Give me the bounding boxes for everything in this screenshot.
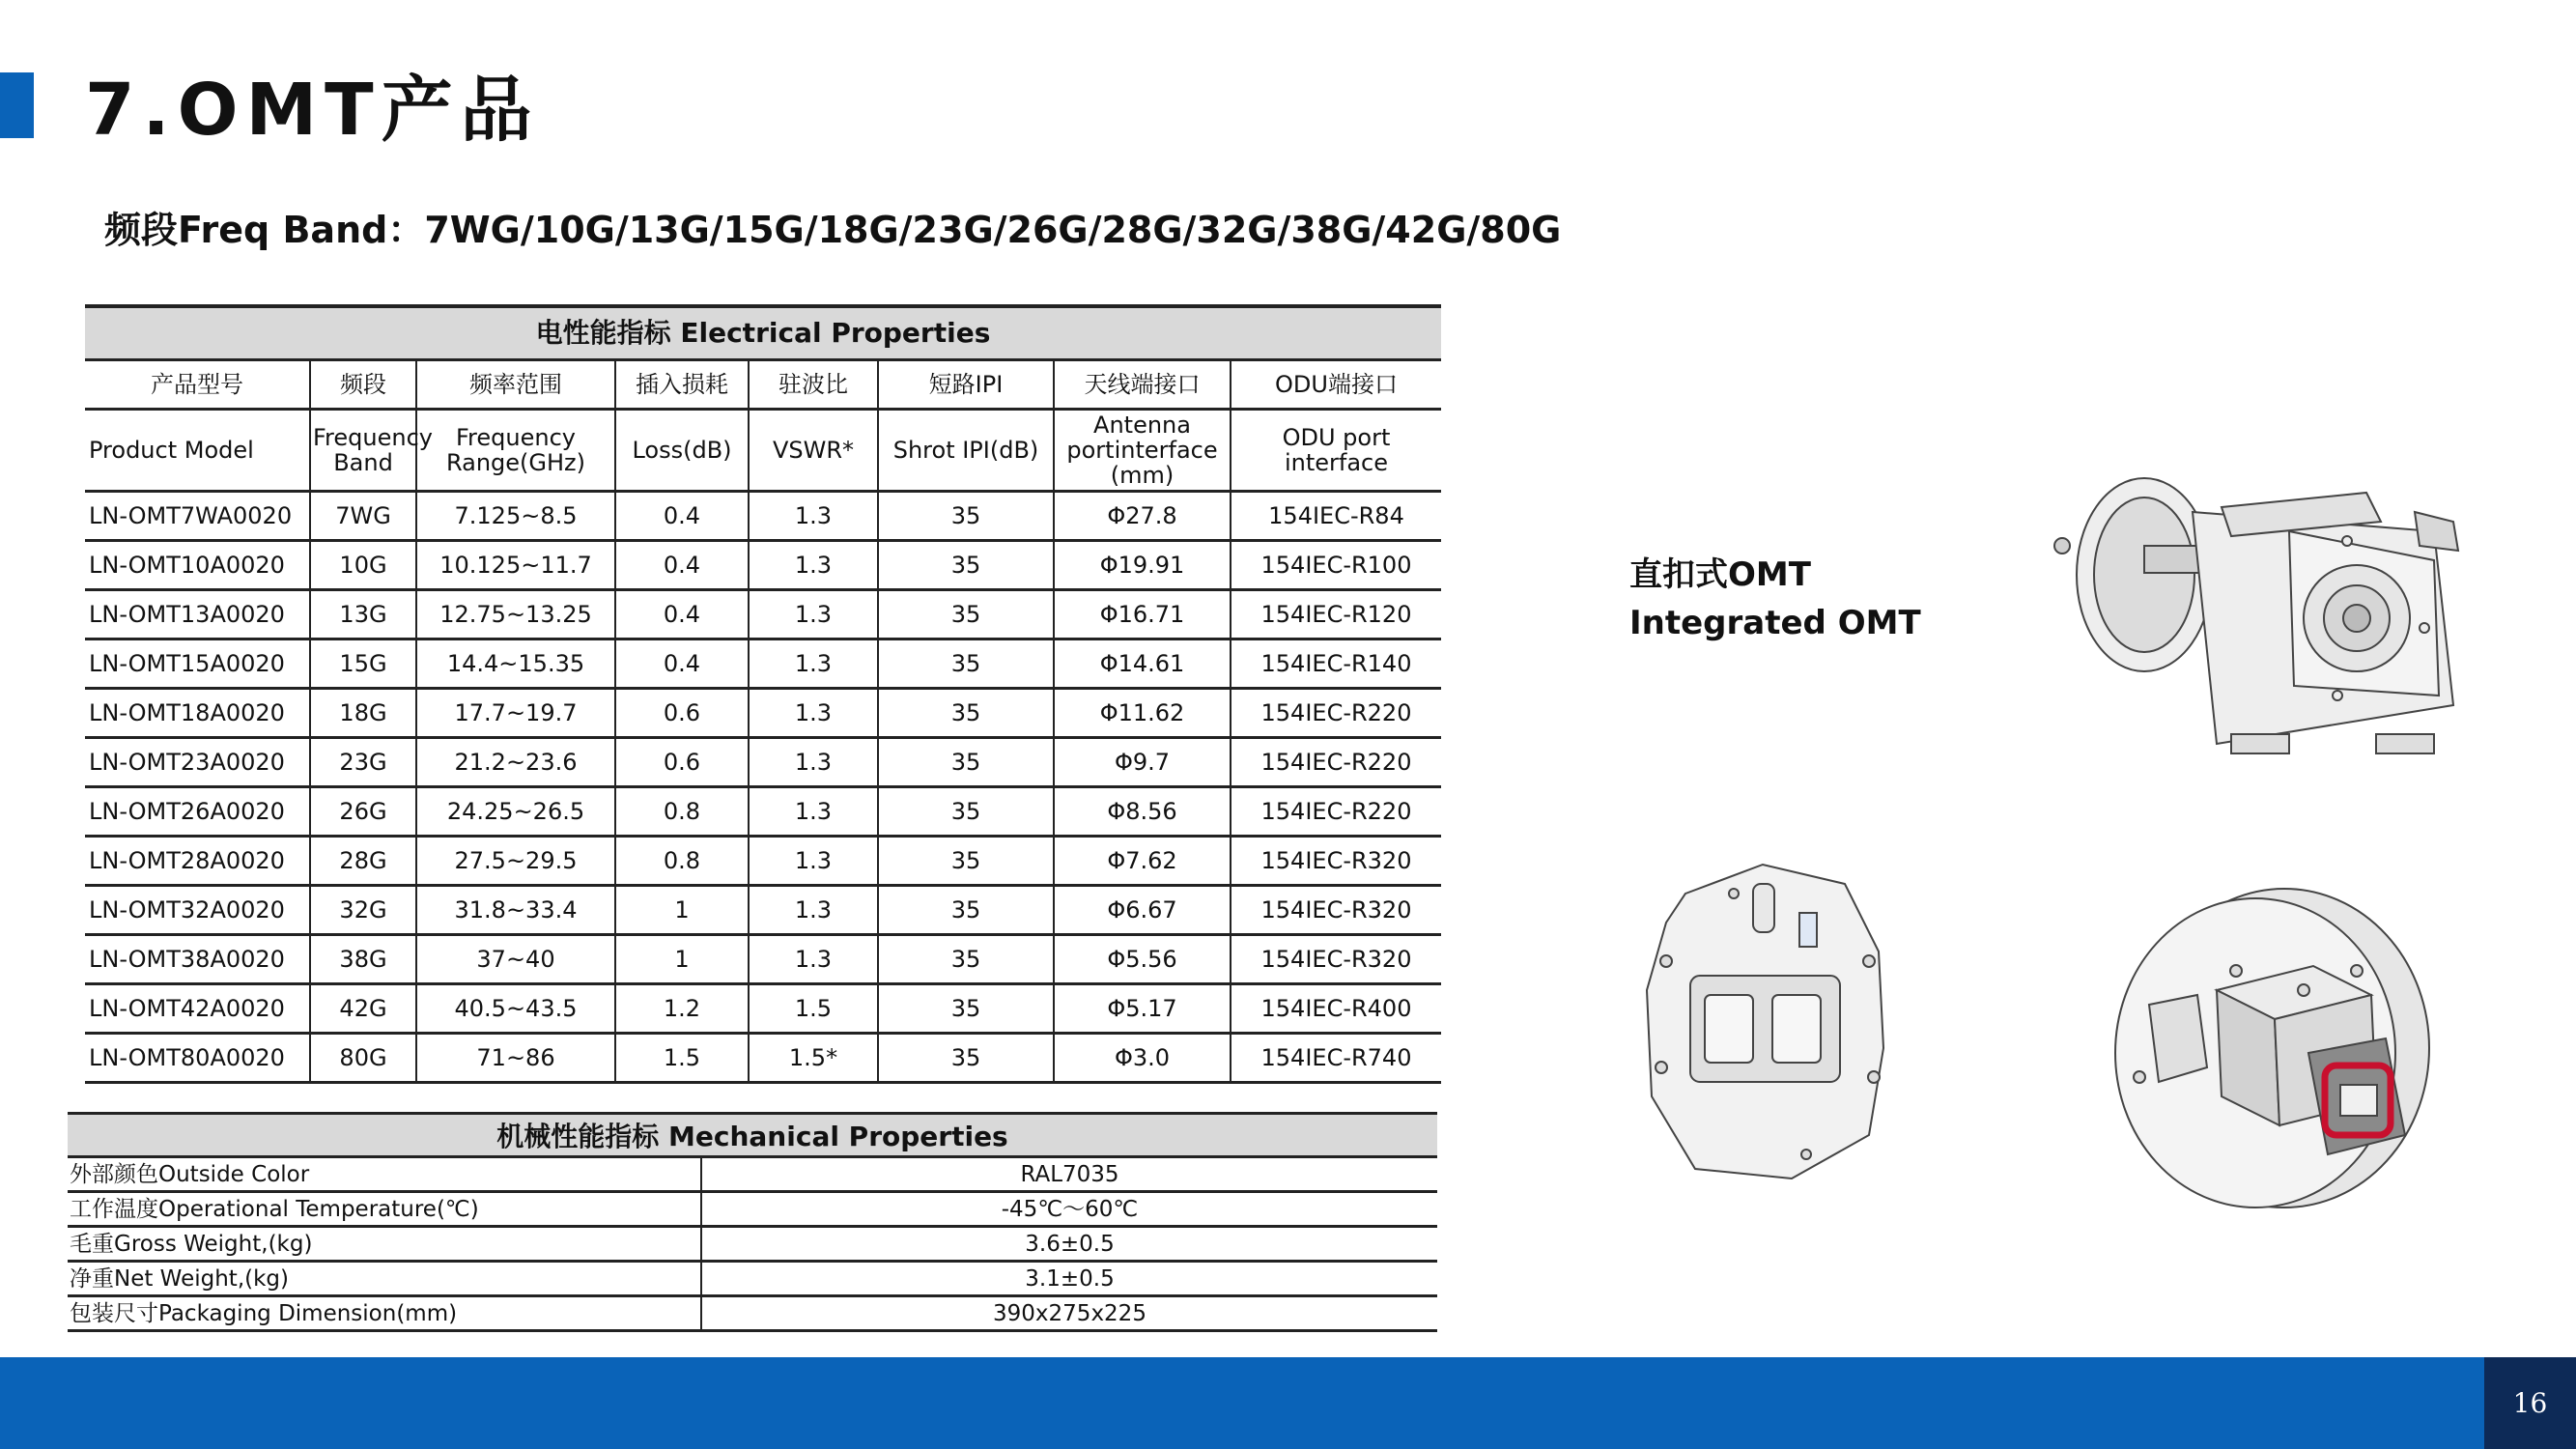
header-row-cn-cell: 插入损耗	[615, 360, 749, 410]
table-row-cell: 35	[878, 1034, 1054, 1083]
table-row-cell: 1.3	[749, 590, 878, 639]
table-row-cell: 154IEC-R220	[1231, 689, 1441, 738]
table-row-cell: 35	[878, 984, 1054, 1034]
table-row-cell: Φ14.61	[1054, 639, 1231, 689]
mech-row	[68, 1192, 1437, 1227]
table-row-cell: 35	[878, 787, 1054, 837]
table-row-cell: 154IEC-R120	[1231, 590, 1441, 639]
header-row-en-cell: ODU port interface	[1231, 410, 1441, 492]
table-row-cell: 21.2~23.6	[416, 738, 615, 787]
table-row-cell: 1.5*	[749, 1034, 878, 1083]
page-title: 7.OMT产品	[85, 69, 540, 152]
table-row-cell: 1.3	[749, 886, 878, 935]
table-row-cell: 154IEC-R84	[1231, 492, 1441, 541]
table-row-cell: 0.4	[615, 590, 749, 639]
table-row-cell: Φ3.0	[1054, 1034, 1231, 1083]
table-row-cell: 0.6	[615, 689, 749, 738]
table-row-cell: 1.3	[749, 541, 878, 590]
table-row-cell: 1.3	[749, 738, 878, 787]
mech-row	[68, 1262, 1437, 1296]
header-row-en-cell: Frequency Band	[310, 410, 416, 492]
mech-value: RAL7035	[701, 1157, 1437, 1192]
table-row-cell: 7WG	[310, 492, 416, 541]
header-row-en-cell: Frequency Range(GHz)	[416, 410, 615, 492]
table-row-cell: 35	[878, 689, 1054, 738]
table-row-cell: 1.3	[749, 689, 878, 738]
table-row-cell: 40.5~43.5	[416, 984, 615, 1034]
mech-value: 3.6±0.5	[701, 1227, 1437, 1262]
mech-value: 3.1±0.5	[701, 1262, 1437, 1296]
table-row-cell: LN-OMT42A0020	[85, 984, 310, 1034]
table-row-cell: 42G	[310, 984, 416, 1034]
table-row	[85, 738, 1441, 787]
table-row-cell: Φ27.8	[1054, 492, 1231, 541]
mech-row	[68, 1157, 1437, 1192]
integrated-omt-assembly-image	[2048, 454, 2463, 782]
table-row-cell: 154IEC-R740	[1231, 1034, 1441, 1083]
mech-row	[68, 1227, 1437, 1262]
table-row-cell: 1	[615, 886, 749, 935]
table-row-cell: 1.5	[749, 984, 878, 1034]
table-row	[85, 886, 1441, 935]
table-row-cell: Φ6.67	[1054, 886, 1231, 935]
table-row-cell: LN-OMT26A0020	[85, 787, 310, 837]
mechanical-section-title: 机械性能指标 Mechanical Properties	[68, 1114, 1437, 1157]
table-row-cell: 24.25~26.5	[416, 787, 615, 837]
table-row-cell: 154IEC-R140	[1231, 639, 1441, 689]
table-row-cell: Φ9.7	[1054, 738, 1231, 787]
table-row-cell: LN-OMT23A0020	[85, 738, 310, 787]
header-row-cn-cell: 驻波比	[749, 360, 878, 410]
product-label	[1629, 551, 1921, 647]
table-row-cell: LN-OMT38A0020	[85, 935, 310, 984]
table-row-cell: 0.6	[615, 738, 749, 787]
table-row-cell: Φ16.71	[1054, 590, 1231, 639]
table-row-cell: Φ11.62	[1054, 689, 1231, 738]
product-label-cn: 直扣式OMT	[1629, 555, 1811, 594]
mech-label: 毛重Gross Weight,(kg)	[68, 1227, 701, 1262]
product-label-en: Integrated OMT	[1629, 604, 1921, 642]
mech-row	[68, 1296, 1437, 1331]
table-row-cell: 154IEC-R100	[1231, 541, 1441, 590]
header-row-en-cell: Antenna portinterface (mm)	[1054, 410, 1231, 492]
table-row-cell: 1.2	[615, 984, 749, 1034]
header-row-en	[85, 410, 1441, 492]
table-row-cell: 154IEC-R220	[1231, 787, 1441, 837]
table-row	[85, 541, 1441, 590]
table-row-cell: 35	[878, 738, 1054, 787]
table-row-cell: 28G	[310, 837, 416, 886]
table-row-cell: 1.3	[749, 787, 878, 837]
header-row-cn-cell: 天线端接口	[1054, 360, 1231, 410]
table-row-cell: 10.125~11.7	[416, 541, 615, 590]
table-row	[85, 1034, 1441, 1083]
table-row-cell: 35	[878, 492, 1054, 541]
header-row-cn-cell: 短路IPI	[878, 360, 1054, 410]
table-row-cell: 1.3	[749, 639, 878, 689]
table-row-cell: 71~86	[416, 1034, 615, 1083]
table-row-cell: 0.4	[615, 492, 749, 541]
table-row-cell: 31.8~33.4	[416, 886, 615, 935]
mech-label: 包装尺寸Packaging Dimension(mm)	[68, 1296, 701, 1331]
circular-omt-image	[2091, 884, 2439, 1217]
table-row-cell: LN-OMT28A0020	[85, 837, 310, 886]
table-row-cell: LN-OMT7WA0020	[85, 492, 310, 541]
table-row-cell: LN-OMT15A0020	[85, 639, 310, 689]
table-row-cell: LN-OMT18A0020	[85, 689, 310, 738]
table-row-cell: 27.5~29.5	[416, 837, 615, 886]
header-row-cn-cell: ODU端接口	[1231, 360, 1441, 410]
electrical-section-title: 电性能指标 Electrical Properties	[85, 306, 1441, 360]
table-row-cell: 35	[878, 935, 1054, 984]
table-row-cell: 154IEC-R320	[1231, 837, 1441, 886]
mech-value: 390x275x225	[701, 1296, 1437, 1331]
table-row-cell: 17.7~19.7	[416, 689, 615, 738]
mech-value: -45℃～60℃	[701, 1192, 1437, 1227]
table-row-cell: 35	[878, 886, 1054, 935]
table-row	[85, 590, 1441, 639]
table-row	[85, 787, 1441, 837]
table-row-cell: 0.4	[615, 639, 749, 689]
table-row-cell: Φ19.91	[1054, 541, 1231, 590]
table-row-cell: 0.8	[615, 787, 749, 837]
table-row-cell: 0.4	[615, 541, 749, 590]
electrical-properties-table	[85, 304, 1441, 1084]
table-row-cell: Φ7.62	[1054, 837, 1231, 886]
mech-label: 外部颜色Outside Color	[68, 1157, 701, 1192]
table-row-cell: 154IEC-R400	[1231, 984, 1441, 1034]
table-row-cell: 14.4~15.35	[416, 639, 615, 689]
header-row-en-cell: Loss(dB)	[615, 410, 749, 492]
table-row	[85, 935, 1441, 984]
table-row-cell: LN-OMT10A0020	[85, 541, 310, 590]
table-row-cell: 37~40	[416, 935, 615, 984]
header-row-cn-cell: 频段	[310, 360, 416, 410]
table-row-cell: 35	[878, 639, 1054, 689]
page-number: 16	[2484, 1357, 2576, 1449]
table-row	[85, 639, 1441, 689]
table-row-cell: 18G	[310, 689, 416, 738]
table-row-cell: 1.3	[749, 837, 878, 886]
table-row	[85, 837, 1441, 886]
table-row-cell: 1	[615, 935, 749, 984]
table-row-cell: 1.3	[749, 492, 878, 541]
table-row-cell: Φ5.17	[1054, 984, 1231, 1034]
table-row-cell: 38G	[310, 935, 416, 984]
table-row-cell: 1.3	[749, 935, 878, 984]
table-row-cell: 154IEC-R320	[1231, 886, 1441, 935]
table-row-cell: 154IEC-R220	[1231, 738, 1441, 787]
table-row-cell: Φ8.56	[1054, 787, 1231, 837]
header-row-cn-cell: 频率范围	[416, 360, 615, 410]
table-row-cell: 26G	[310, 787, 416, 837]
footer-bar	[0, 1357, 2484, 1449]
table-row-cell: 0.8	[615, 837, 749, 886]
header-row-en-cell: VSWR*	[749, 410, 878, 492]
table-row-cell: 13G	[310, 590, 416, 639]
table-row-cell: 12.75~13.25	[416, 590, 615, 639]
header-row-cn	[85, 360, 1441, 410]
table-row	[85, 492, 1441, 541]
mech-label: 工作温度Operational Temperature(℃)	[68, 1192, 701, 1227]
title-accent-bar	[0, 72, 34, 138]
table-row-cell: LN-OMT13A0020	[85, 590, 310, 639]
table-row-cell: 10G	[310, 541, 416, 590]
table-row-cell: Φ5.56	[1054, 935, 1231, 984]
header-row-cn-cell: 产品型号	[85, 360, 310, 410]
omt-plate-image	[1637, 855, 1898, 1188]
table-row-cell: 1.5	[615, 1034, 749, 1083]
freq-band-subtitle: 频段Freq Band：7WG/10G/13G/15G/18G/23G/26G/28G/32G/38G/42G/80G	[104, 209, 1562, 251]
table-row-cell: 32G	[310, 886, 416, 935]
header-row-en-cell: Product Model	[85, 410, 310, 492]
mech-label: 净重Net Weight,(kg)	[68, 1262, 701, 1296]
table-row-cell: 35	[878, 837, 1054, 886]
table-row	[85, 984, 1441, 1034]
table-row-cell: 154IEC-R320	[1231, 935, 1441, 984]
table-row-cell: 35	[878, 541, 1054, 590]
table-row-cell: LN-OMT80A0020	[85, 1034, 310, 1083]
table-row-cell: LN-OMT32A0020	[85, 886, 310, 935]
mechanical-properties-table	[68, 1112, 1437, 1332]
table-row-cell: 15G	[310, 639, 416, 689]
table-row	[85, 689, 1441, 738]
table-row-cell: 7.125~8.5	[416, 492, 615, 541]
header-row-en-cell: Shrot IPI(dB)	[878, 410, 1054, 492]
table-row-cell: 35	[878, 590, 1054, 639]
table-row-cell: 80G	[310, 1034, 416, 1083]
table-row-cell: 23G	[310, 738, 416, 787]
